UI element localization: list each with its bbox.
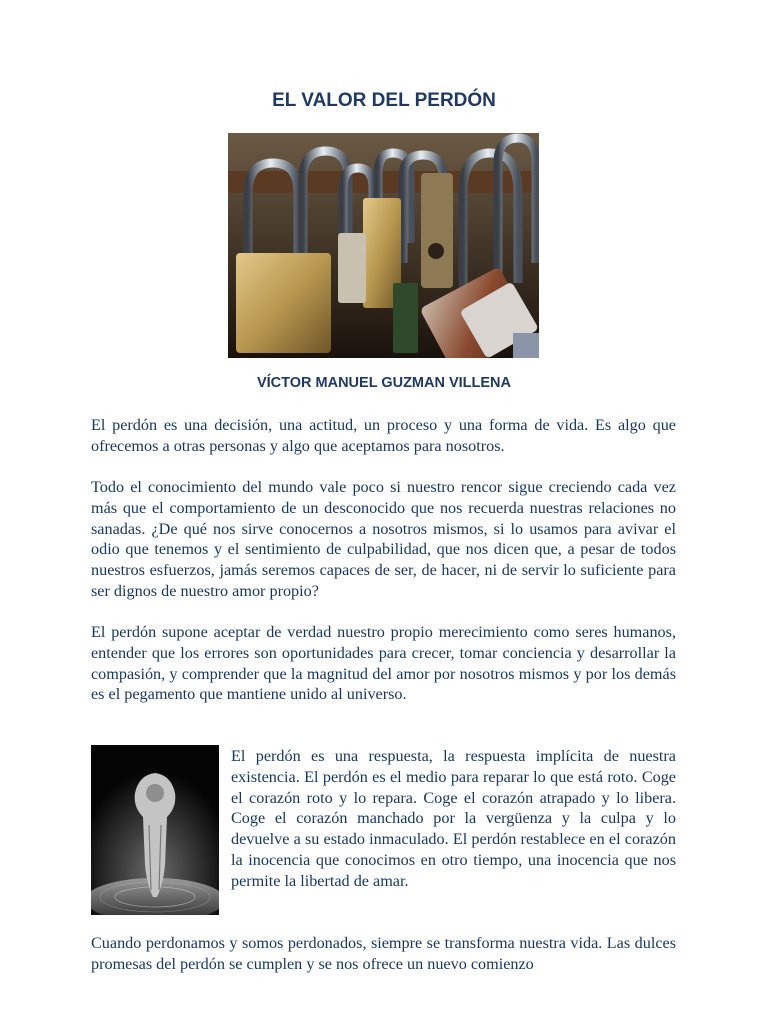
- figure-on-water-photo: [91, 745, 219, 915]
- padlocks-illustration: [228, 133, 539, 358]
- author-name: VÍCTOR MANUEL GUZMAN VILLENA: [256, 375, 512, 391]
- paragraph: Todo el conocimiento del mundo vale poco si nuestro rencor sigue creciendo cada vez más que el comportamiento de un desconocido que nos recuerda nuestras relaciones no sanadas. ¿De qué nos sirve conocernos a nosotros mismos, si lo usamos para avivar el odio que tenemos y el sentimiento de culpabilidad, que nos dicen que, a pesar de todos nuestros esfuerzos, jamás seremos capaces de ser, de hacer, ni de servir lo suficiente para ser dignos de nuestro amor propio?: [91, 478, 676, 600]
- padlocks-photo: [228, 133, 539, 358]
- paragraph: El perdón es una decisión, una actitud, un proceso y una forma de vida. Es algo que ofrecemos a otras personas y algo que aceptamos para nosotros.: [91, 416, 676, 455]
- paragraph: El perdón supone aceptar de verdad nuestro propio merecimiento como seres humanos, entender que los errores son oportunidades para crecer, tomar conciencia y desarrollar la compasión, y comprender que la magnitud del amor por nosotros mismos y por los demás es el pegamento que mantiene unido al universo.: [91, 623, 676, 704]
- brass-padlock-shape: [236, 253, 331, 353]
- document-title: EL VALOR DEL PERDÓN: [272, 90, 496, 111]
- figure-illustration: [91, 745, 219, 915]
- paragraph: El perdón es una respuesta, la respuesta implícita de nuestra existencia. El perdón es el medio para reparar lo que está roto. Coge el corazón roto y lo repara. Coge el corazón atrapado y lo libera. Coge el corazón manchado por la vergüenza y la culpa y lo devuelve a su estado inmaculado. El perdón restablece en el corazón la inocencia que conocimos en otro tiempo, una inocencia que nos permite la libertad de amar.: [231, 747, 676, 890]
- paragraph: Cuando perdonamos y somos perdonados, siempre se transforma nuestra vida. Las dulces promesas del perdón se cumplen y se nos ofrece un nuevo comienzo: [91, 934, 676, 973]
